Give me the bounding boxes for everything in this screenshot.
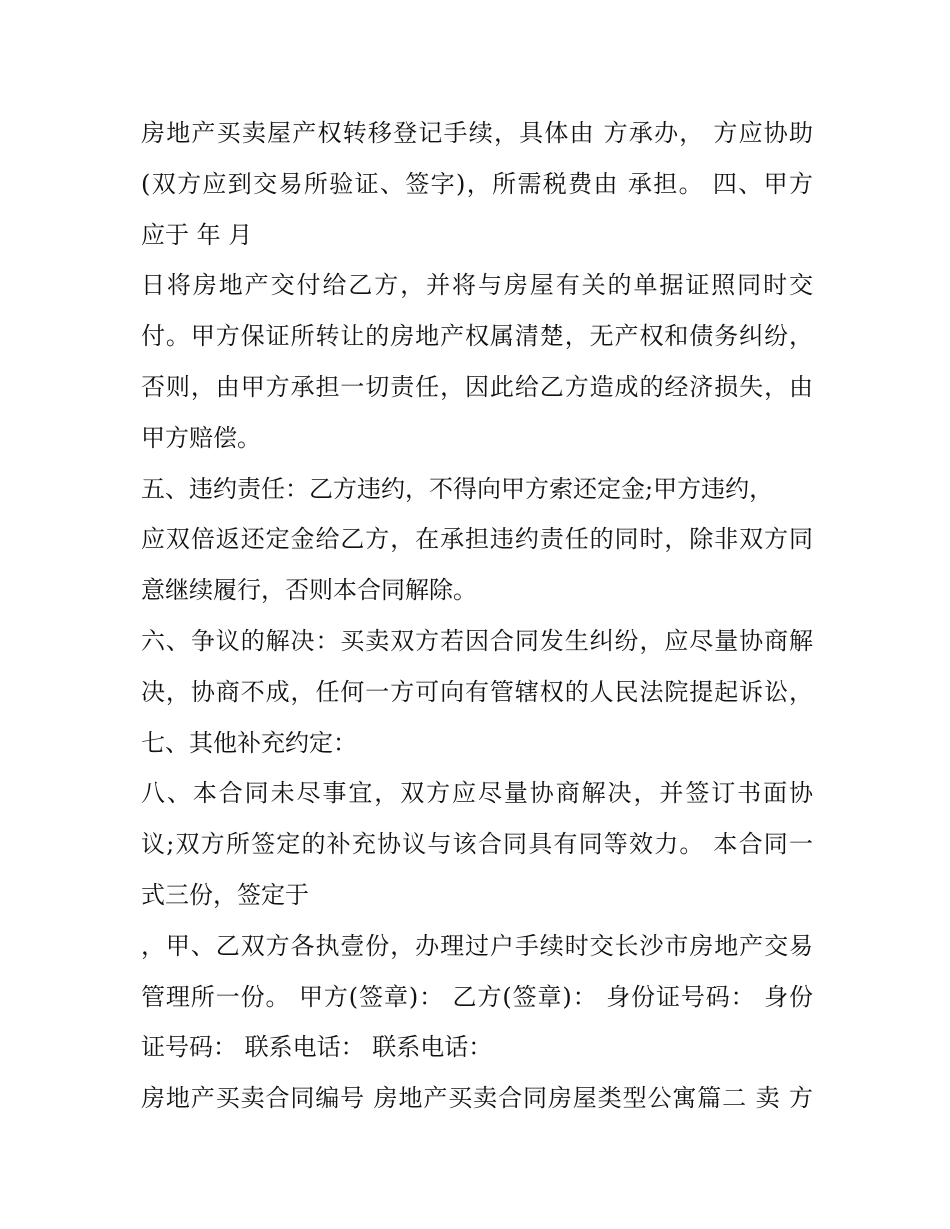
text-line: 七、其他补充约定： <box>141 728 357 757</box>
text-line: 式三份，签定于 <box>141 880 309 909</box>
text-line: 甲方赔偿。 <box>141 423 261 452</box>
text-line: 决，协商不成，任何一方可向有管辖权的人民法院提起诉讼， <box>141 677 813 706</box>
text-line: 八、本合同未尽事宜，双方应尽量协商解决，并签订书面协 <box>141 779 813 808</box>
text-line: 六、争议的解决：买卖双方若因合同发生纠纷，应尽量协商解 <box>141 626 813 655</box>
text-line: 否则，由甲方承担一切责任，因此给乙方造成的经济损失，由 <box>141 372 813 401</box>
text-line: 应于 年 月 <box>141 220 253 249</box>
text-line: 房地产买卖合同编号 房地产买卖合同房屋类型公寓篇二 卖 方 <box>141 1084 813 1113</box>
contract-text <box>141 108 813 1124</box>
text-line: 房地产买卖屋产权转移登记手续，具体由 方承办， 方应协助 <box>141 119 813 147</box>
text-line: 日将房地产交付给乙方，并将与房屋有关的单据证照同时交 <box>141 271 813 300</box>
text-line: 证号码： 联系电话： 联系电话： <box>141 1033 493 1062</box>
text-line: 应双倍返还定金给乙方，在承担违约责任的同时，除非双方同 <box>141 525 813 554</box>
text-line: (双方应到交易所验证、签字)，所需税费由 承担。 四、甲方 <box>141 169 813 198</box>
text-line: 议;双方所签定的补充协议与该合同具有同等效力。 本合同一 <box>141 830 813 859</box>
text-line: 五、违约责任：乙方违约，不得向甲方索还定金;甲方违约， <box>141 474 774 503</box>
text-line: 意继续履行，否则本合同解除。 <box>141 576 477 605</box>
text-line: 管理所一份。 甲方(签章)： 乙方(签章)： 身份证号码： 身份 <box>141 982 813 1011</box>
text-line: ，甲、乙双方各执壹份，办理过户手续时交长沙市房地产交易 <box>141 931 813 960</box>
text-line: 付。甲方保证所转让的房地产权属清楚，无产权和债务纠纷， <box>141 322 813 351</box>
